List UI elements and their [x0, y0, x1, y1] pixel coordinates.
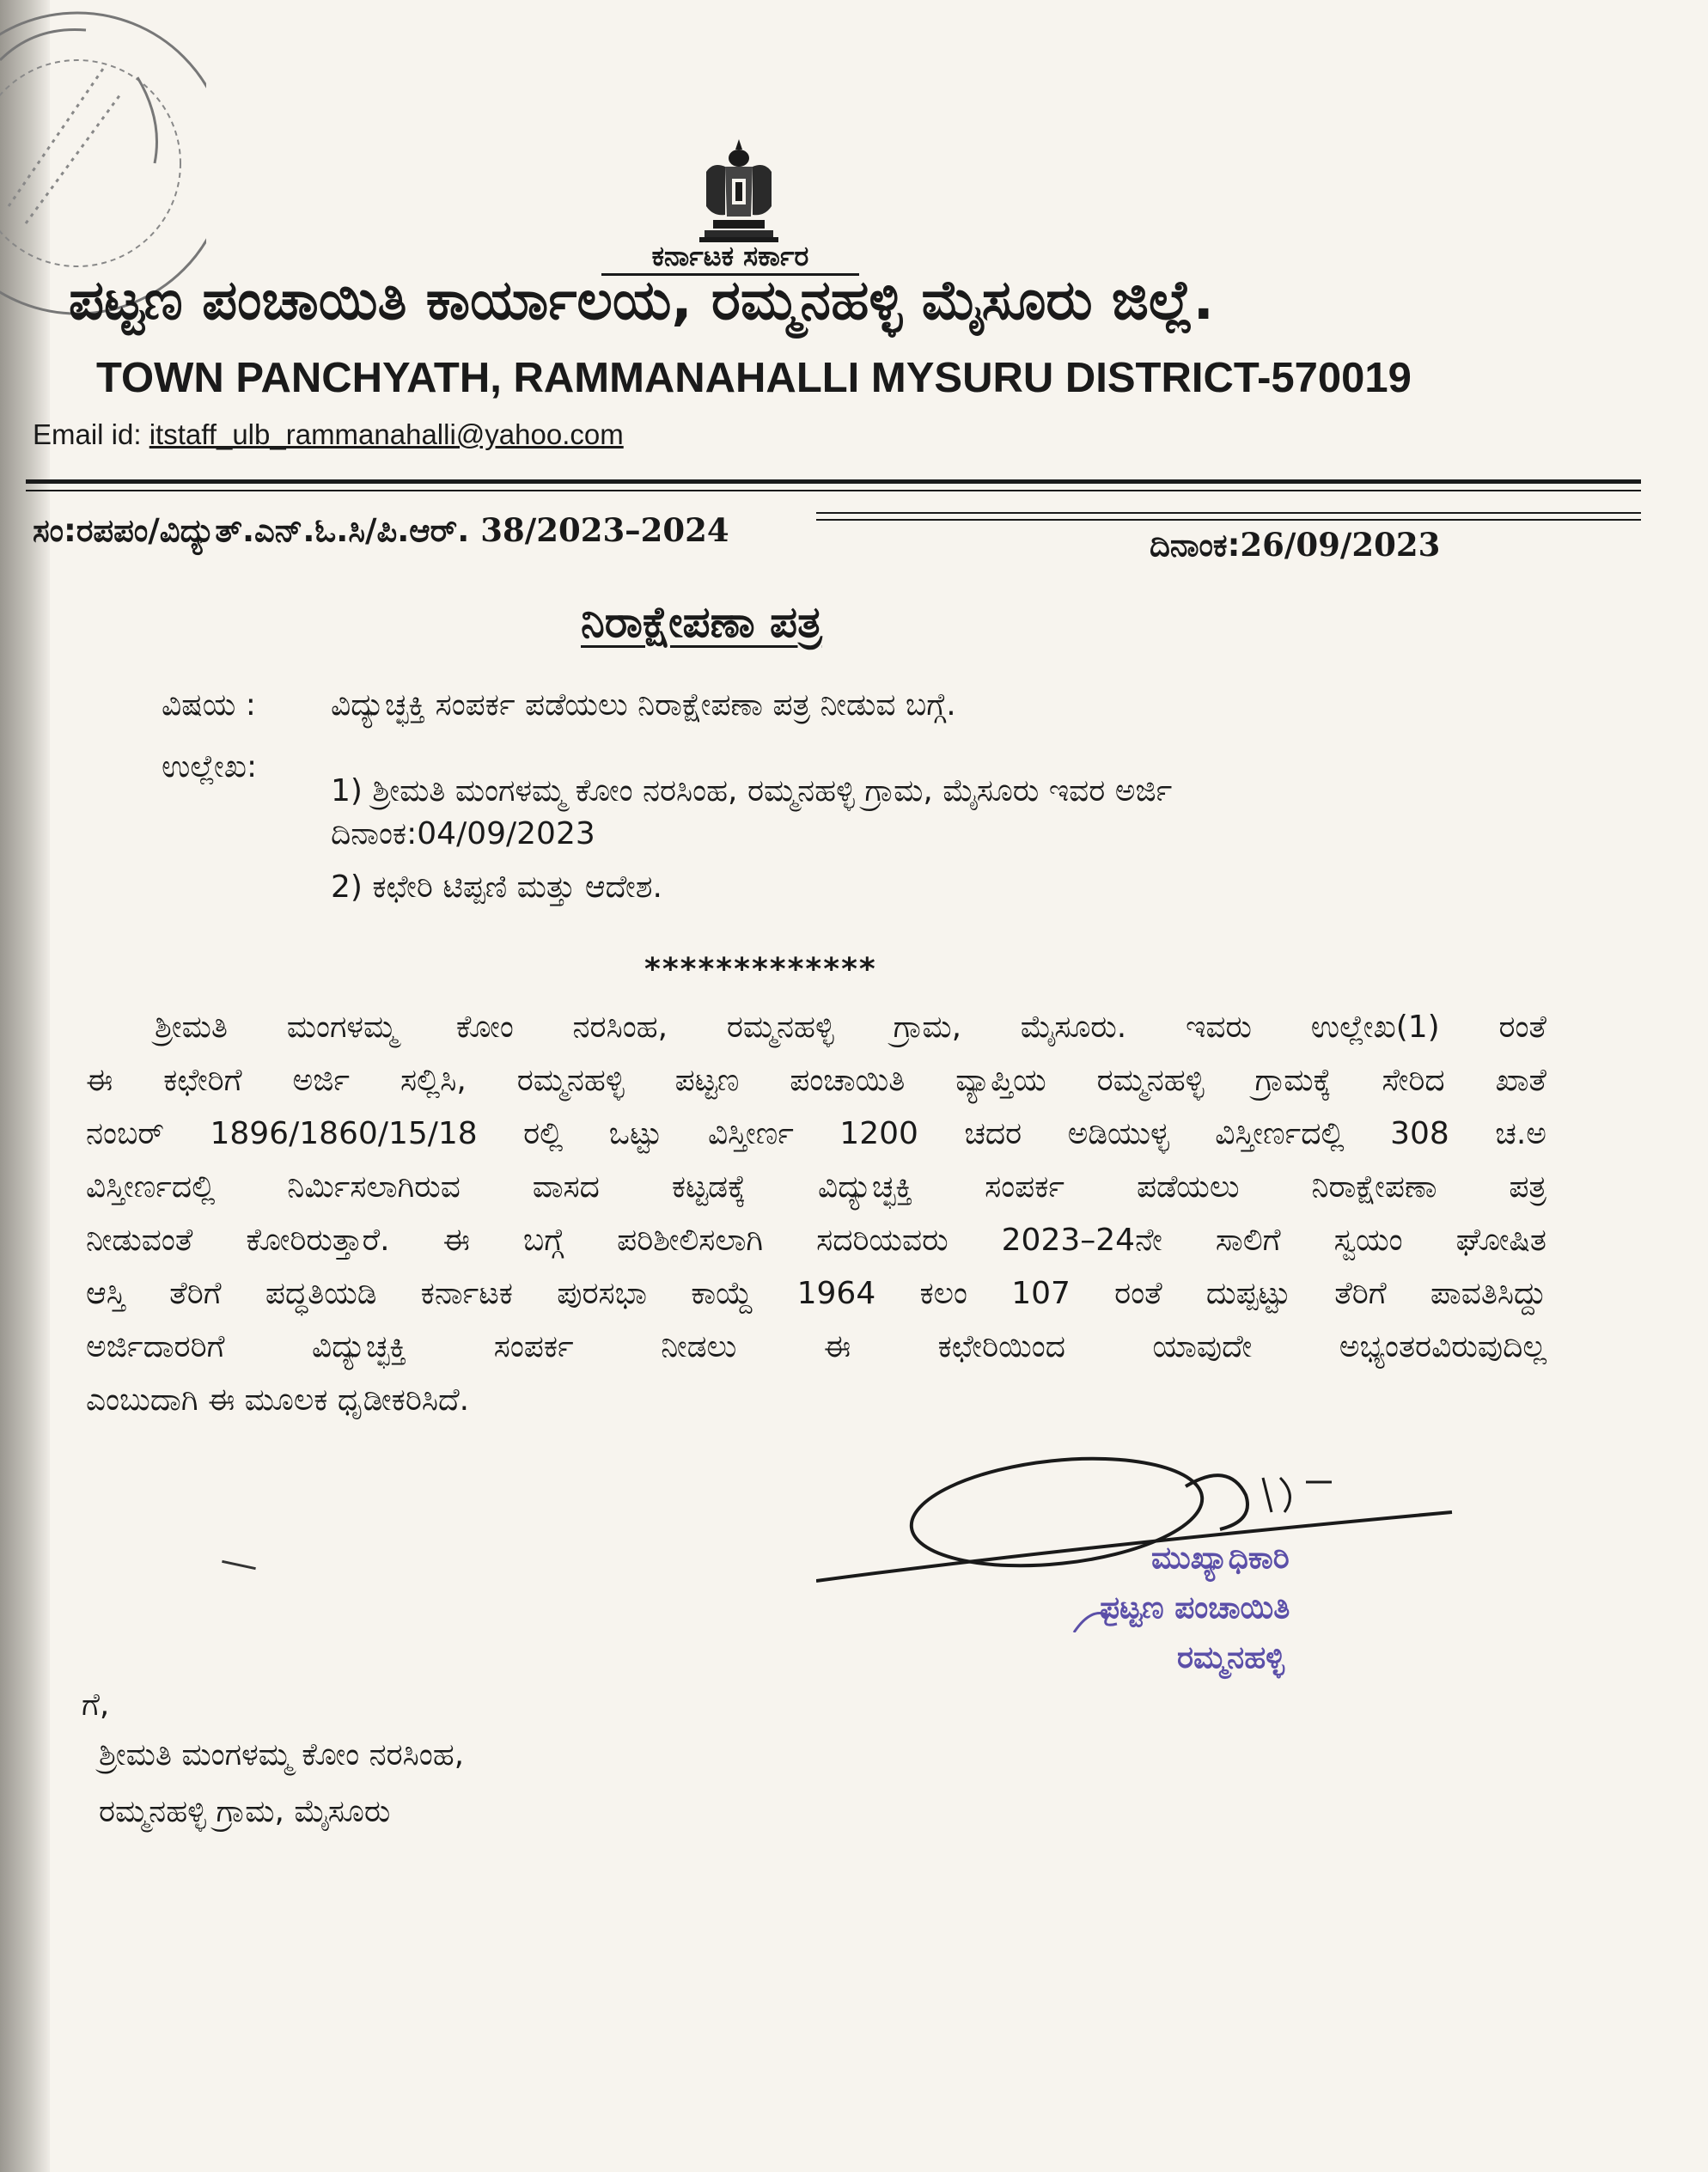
body-line: ಈ ಕಛೇರಿಗೆ ಅರ್ಜಿ ಸಲ್ಲಿಸಿ, ರಮ್ಮನಹಳ್ಳಿ ಪಟ್ಟಣ ಪಂಚಾಯಿತಿ ವ್ಯಾಪ್ತಿಯ ರಮ್ಮನಹಳ್ಳಿ ಗ್ರಾಮಕ್ಕೆ ಸೇರಿದ ಖಾತೆ	[86, 1063, 1546, 1098]
body-line: ಆಸ್ತಿ ತೆರಿಗೆ ಪದ್ಧತಿಯಡಿ ಕರ್ನಾಟಕ ಪುರಸಭಾ ಕಾಯ್ದೆ 1964 ಕಲಂ 107 ರಂತೆ ದುಪ್ಪಟ್ಟು ತೆರಿಗೆ ಪಾವತಿಸಿದ್ದು	[86, 1276, 1546, 1311]
office-name-kannada: ಪಟ್ಟಣ ಪಂಚಾಯಿತಿ ಕಾರ್ಯಾಲಯ, ರಮ್ಮನಹಳ್ಳಿ ಮೈಸೂರು ಜಿಲ್ಲೆ.	[69, 269, 1214, 333]
office-name-english	[96, 352, 1437, 404]
addressee-name: ಶ್ರೀಮತಿ ಮಂಗಳಮ್ಮ ಕೋಂ ನರಸಿಂಹ,	[99, 1737, 465, 1772]
subject-label: ವಿಷಯ :	[162, 687, 256, 723]
body-line: ವಿಸ್ತೀರ್ಣದಲ್ಲಿ ನಿರ್ಮಿಸಲಾಗಿರುವ ವಾಸದ ಕಟ್ಟಡಕ್ಕೆ ವಿದ್ಯುಚ್ಛಕ್ತಿ ಸಂಪರ್ಕ ಪಡೆಯಲು ನಿರಾಕ್ಷೇಪಣಾ ಪತ್ರ	[86, 1169, 1546, 1205]
date-value: 26/09/2023	[1240, 526, 1441, 564]
state-emblem-icon	[687, 137, 790, 245]
reference-item-2: 2) ಕಛೇರಿ ಟಿಪ್ಪಣಿ ಮತ್ತು ಆದೇಶ.	[331, 869, 662, 905]
subject-text: ವಿದ್ಯುಚ್ಛಕ್ತಿ ಸಂಪರ್ಕ ಪಡೆಯಲು ನಿರಾಕ್ಷೇಪಣಾ ಪತ್ರ ನೀಡುವ ಬಗ್ಗೆ.	[331, 687, 956, 723]
reference-item-1-line-1: 1) ಶ್ರೀಮತಿ ಮಂಗಳಮ್ಮ ಕೋಂ ನರಸಿಂಹ, ರಮ್ಮನಹಳ್ಳಿ ಗ್ರಾಮ, ಮೈಸೂರು ಇವರ ಅರ್ಜಿ	[331, 773, 1173, 808]
body-line: ಎಂಬುದಾಗಿ ಈ ಮೂಲಕ ಧೃಡೀಕರಿಸಿದೆ.	[86, 1382, 470, 1418]
reference-label: ಉಲ್ಲೇಖ:	[162, 749, 258, 784]
header-rule-thin	[26, 490, 1641, 491]
email-address[interactable]: itstaff_ulb_rammanahalli@yahoo.com	[149, 418, 624, 450]
reference-number	[33, 511, 729, 550]
reference-item-1-line-2: ದಿನಾಂಕ:04/09/2023	[331, 816, 595, 851]
letter-date	[1150, 526, 1440, 564]
header-rule-right-2	[816, 519, 1641, 521]
addressee-block	[82, 1684, 464, 1840]
signatory-designation: ಮುಖ್ಯಾಧಿಕಾರಿ	[1151, 1541, 1290, 1576]
body-line: ಅರ್ಜಿದಾರರಿಗೆ ವಿದ್ಯುಚ್ಛಕ್ತಿ ಸಂಪರ್ಕ ನೀಡಲು ಈ ಕಛೇರಿಯಿಂದ ಯಾವುದೇ ಅಭ್ಯಂತರವಿರುವುದಿಲ್ಲ	[86, 1329, 1546, 1364]
header-rule-right	[816, 512, 1641, 514]
signatory-office: ಪಟ್ಟಣ ಪಂಚಾಯಿತಿ	[1100, 1590, 1290, 1626]
addressee-address: ರಮ್ಮನಹಳ್ಳಿ ಗ್ರಾಮ, ಮೈಸೂರು	[99, 1794, 391, 1829]
date-label: ದಿನಾಂಕ:	[1150, 527, 1241, 564]
signatory-place: ರಮ್ಮನಹಳ್ಳಿ	[1177, 1640, 1285, 1675]
signatory-stamp	[1100, 1534, 1495, 1683]
reference-number-prefix: ಸಂ:ರಪಪಂ/ವಿದ್ಯುತ್.ಎನ್.ಓ.ಸಿ/ಪಿ.ಆರ್.	[33, 512, 470, 549]
section-separator: *************	[644, 952, 877, 987]
body-line: ನೀಡುವಂತೆ ಕೋರಿರುತ್ತಾರೆ. ಈ ಬಗ್ಗೆ ಪರಿಶೀಲಿಸಲಾಗಿ ಸದರಿಯವರು 2023–24ನೇ ಸಾಲಿಗೆ ಸ್ವಯಂ ಘೋಷಿತ	[86, 1223, 1546, 1258]
office-district: MYSURU DISTRICT-570019	[870, 355, 1412, 401]
email-label: Email id:	[33, 418, 142, 450]
pen-mark	[222, 1560, 256, 1570]
body-line: ನಂಬರ್ 1896/1860/15/18 ರಲ್ಲಿ ಒಟ್ಟು ವಿಸ್ತೀರ್ಣ 1200 ಚದರ ಅಡಿಯುಳ್ಳ ವಿಸ್ತೀರ್ಣದಲ್ಲಿ 308 ಚ.ಅ	[86, 1116, 1546, 1151]
reference-number-value: 38/2023–2024	[480, 511, 729, 549]
document-title: ನಿರಾಕ್ಷೇಪಣಾ ಪತ್ರ	[581, 597, 822, 647]
header-rule-thick	[26, 479, 1641, 484]
email-line	[33, 418, 624, 451]
office-name-english-main: TOWN PANCHYATH, RAMMANAHALLI	[96, 355, 860, 401]
government-label: ಕರ್ನಾಟಕ ಸರ್ಕಾರ	[601, 239, 859, 276]
to-label: ಗೆ,	[82, 1687, 110, 1723]
body-paragraph	[86, 1001, 1546, 1427]
body-line: ಶ್ರೀಮತಿ ಮಂಗಳಮ್ಮ ಕೋಂ ನರಸಿಂಹ, ರಮ್ಮನಹಳ್ಳಿ ಗ್ರಾಮ, ಮೈಸೂರು. ಇವರು ಉಲ್ಲೇಖ(1) ರಂತೆ	[155, 1010, 1546, 1045]
